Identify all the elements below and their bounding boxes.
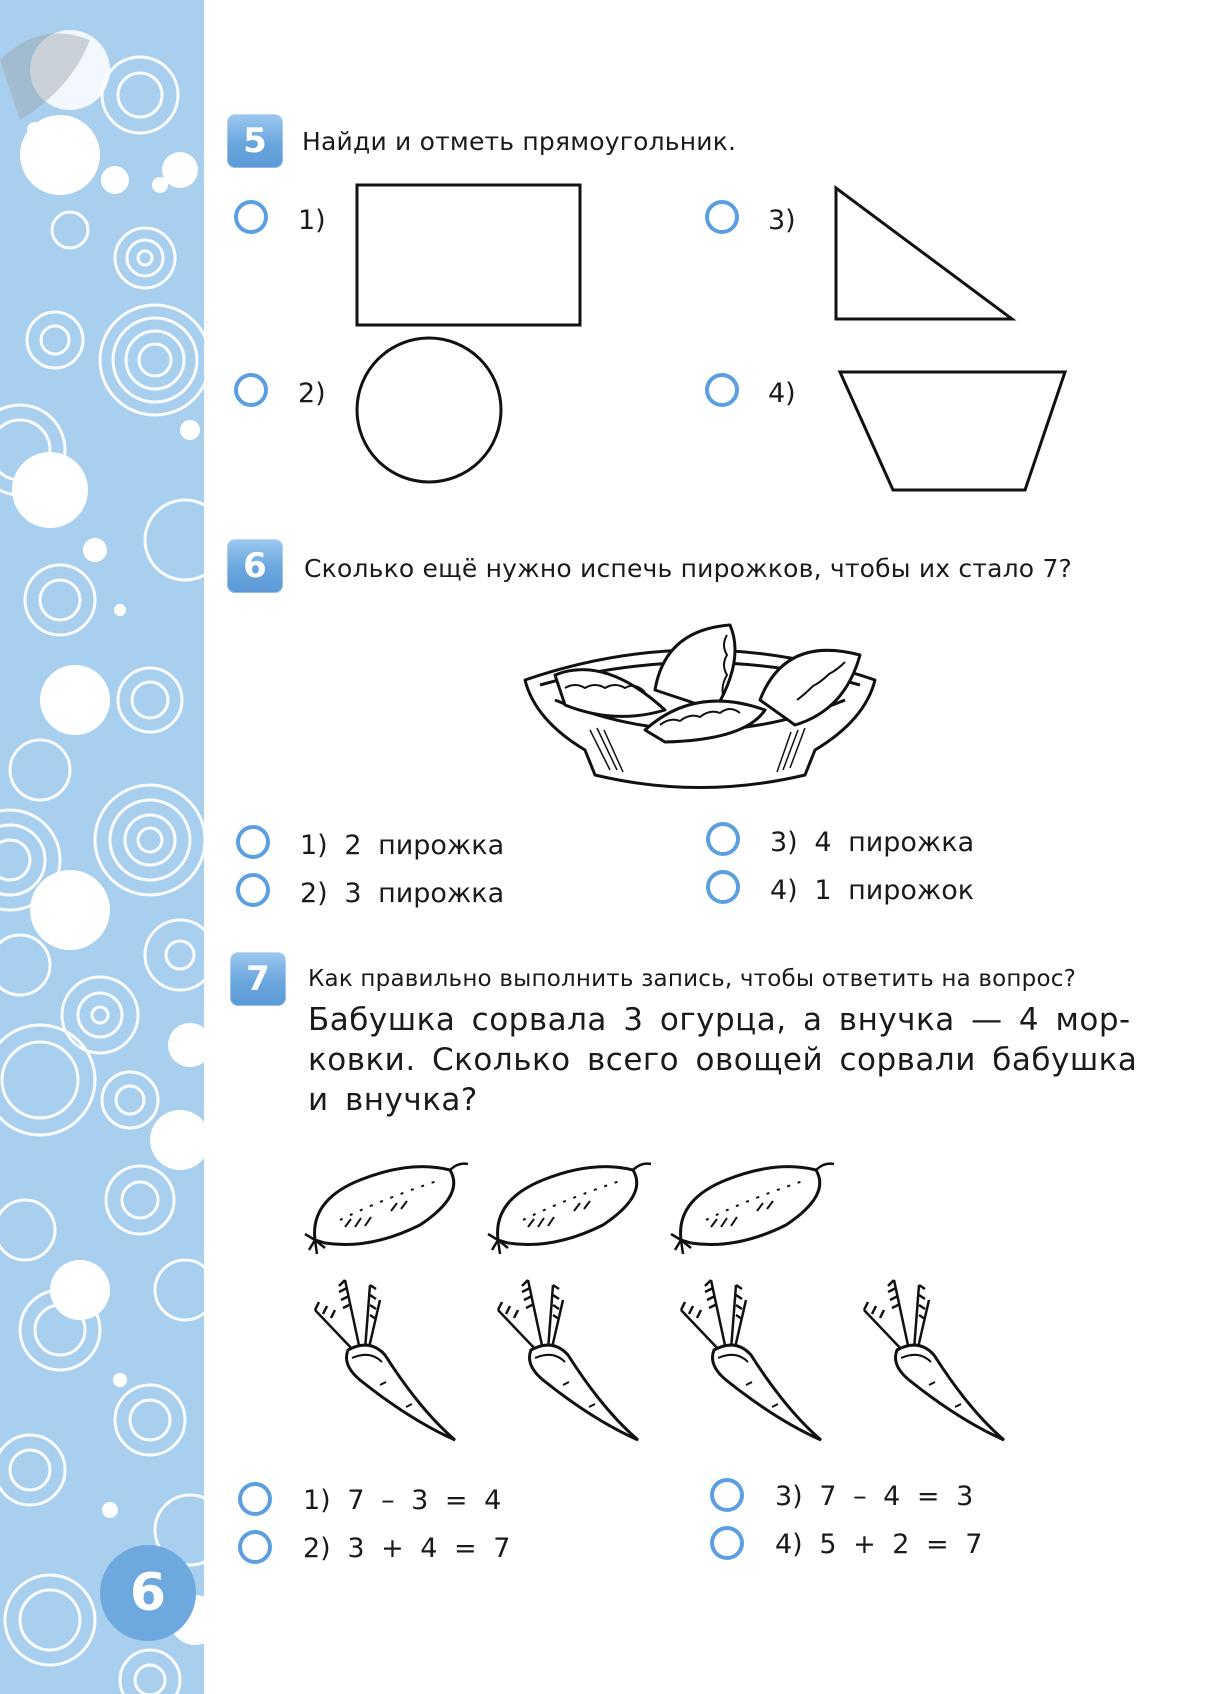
carrots-illustration <box>300 1270 1060 1450</box>
question-6-badge: 6 <box>227 539 283 593</box>
q7-option-4-radio[interactable] <box>710 1526 744 1560</box>
q5-option-4-radio[interactable] <box>705 373 739 407</box>
q5-option-2-label: 2) <box>298 378 326 409</box>
question-6-text: Сколько ещё нужно испечь пирожков, чтобы их стало 7? <box>304 554 1073 583</box>
q5-option-1-label: 1) <box>298 205 326 236</box>
circle-icon <box>350 330 510 490</box>
question-7-text: Как правильно выполнить запись, чтобы ответить на вопрос? <box>308 966 1076 992</box>
right-triangle-icon <box>828 180 1028 330</box>
q6-option-2-text: 3 пирожка <box>344 878 505 909</box>
q5-option-4-label: 4) <box>768 378 796 409</box>
page-number: 6 <box>100 1545 196 1641</box>
q7-option-3 <box>775 1481 973 1512</box>
story-line-3: и внучка? <box>308 1082 478 1118</box>
q6-option-3 <box>770 827 974 858</box>
story-line-1: Бабушка сорвала 3 огурца, а внучка — 4 мор- <box>308 1002 1131 1038</box>
q7-option-2-text: 3 + 4 = 7 <box>347 1533 511 1564</box>
q6-option-1-radio[interactable] <box>236 825 270 859</box>
q6-option-1-text: 2 пирожка <box>344 830 505 861</box>
q7-option-4-number: 4) <box>775 1529 803 1560</box>
q5-option-2-radio[interactable] <box>234 373 268 407</box>
q7-option-4-text: 5 + 2 = 7 <box>819 1529 983 1560</box>
q7-option-3-number: 3) <box>775 1481 803 1512</box>
q6-option-4-radio[interactable] <box>706 870 740 904</box>
question-5-text: Найди и отметь прямоугольник. <box>302 127 737 156</box>
q6-option-4-number: 4) <box>770 875 798 906</box>
q6-option-3-text: 4 пирожка <box>814 827 975 858</box>
bowl-of-pies-illustration <box>515 600 885 800</box>
q6-option-4 <box>770 875 974 906</box>
q7-option-3-text: 7 – 4 = 3 <box>819 1481 974 1512</box>
cucumbers-illustration <box>300 1155 860 1265</box>
question-5-badge: 5 <box>227 114 283 168</box>
q7-option-2-number: 2) <box>303 1533 331 1564</box>
story-line-2: ковки. Сколько всего овощей сорвали бабушка <box>308 1042 1138 1078</box>
q6-option-1-number: 1) <box>300 830 328 861</box>
q6-option-3-number: 3) <box>770 827 798 858</box>
q6-option-4-text: 1 пирожок <box>814 875 975 906</box>
q7-option-3-radio[interactable] <box>710 1478 744 1512</box>
q5-option-1-radio[interactable] <box>234 200 268 234</box>
q7-option-2 <box>303 1533 510 1564</box>
q5-option-3-radio[interactable] <box>705 200 739 234</box>
decorative-sidebar <box>0 0 204 1694</box>
question-7-badge: 7 <box>230 952 286 1006</box>
q7-option-1-text: 7 – 3 = 4 <box>347 1485 502 1516</box>
trapezoid-icon <box>830 360 1070 500</box>
q5-option-3-label: 3) <box>768 205 796 236</box>
q7-option-2-radio[interactable] <box>238 1530 272 1564</box>
q6-option-2 <box>300 878 504 909</box>
snowflake-pattern-icon <box>0 0 204 1694</box>
q6-option-1 <box>300 830 504 861</box>
q7-option-4 <box>775 1529 982 1560</box>
q6-option-3-radio[interactable] <box>706 822 740 856</box>
q7-option-1 <box>303 1485 501 1516</box>
q6-option-2-radio[interactable] <box>236 873 270 907</box>
question-7-story <box>308 1000 1178 1120</box>
q6-option-2-number: 2) <box>300 878 328 909</box>
q7-option-1-radio[interactable] <box>238 1482 272 1516</box>
q7-option-1-number: 1) <box>303 1485 331 1516</box>
rectangle-icon <box>350 180 590 332</box>
